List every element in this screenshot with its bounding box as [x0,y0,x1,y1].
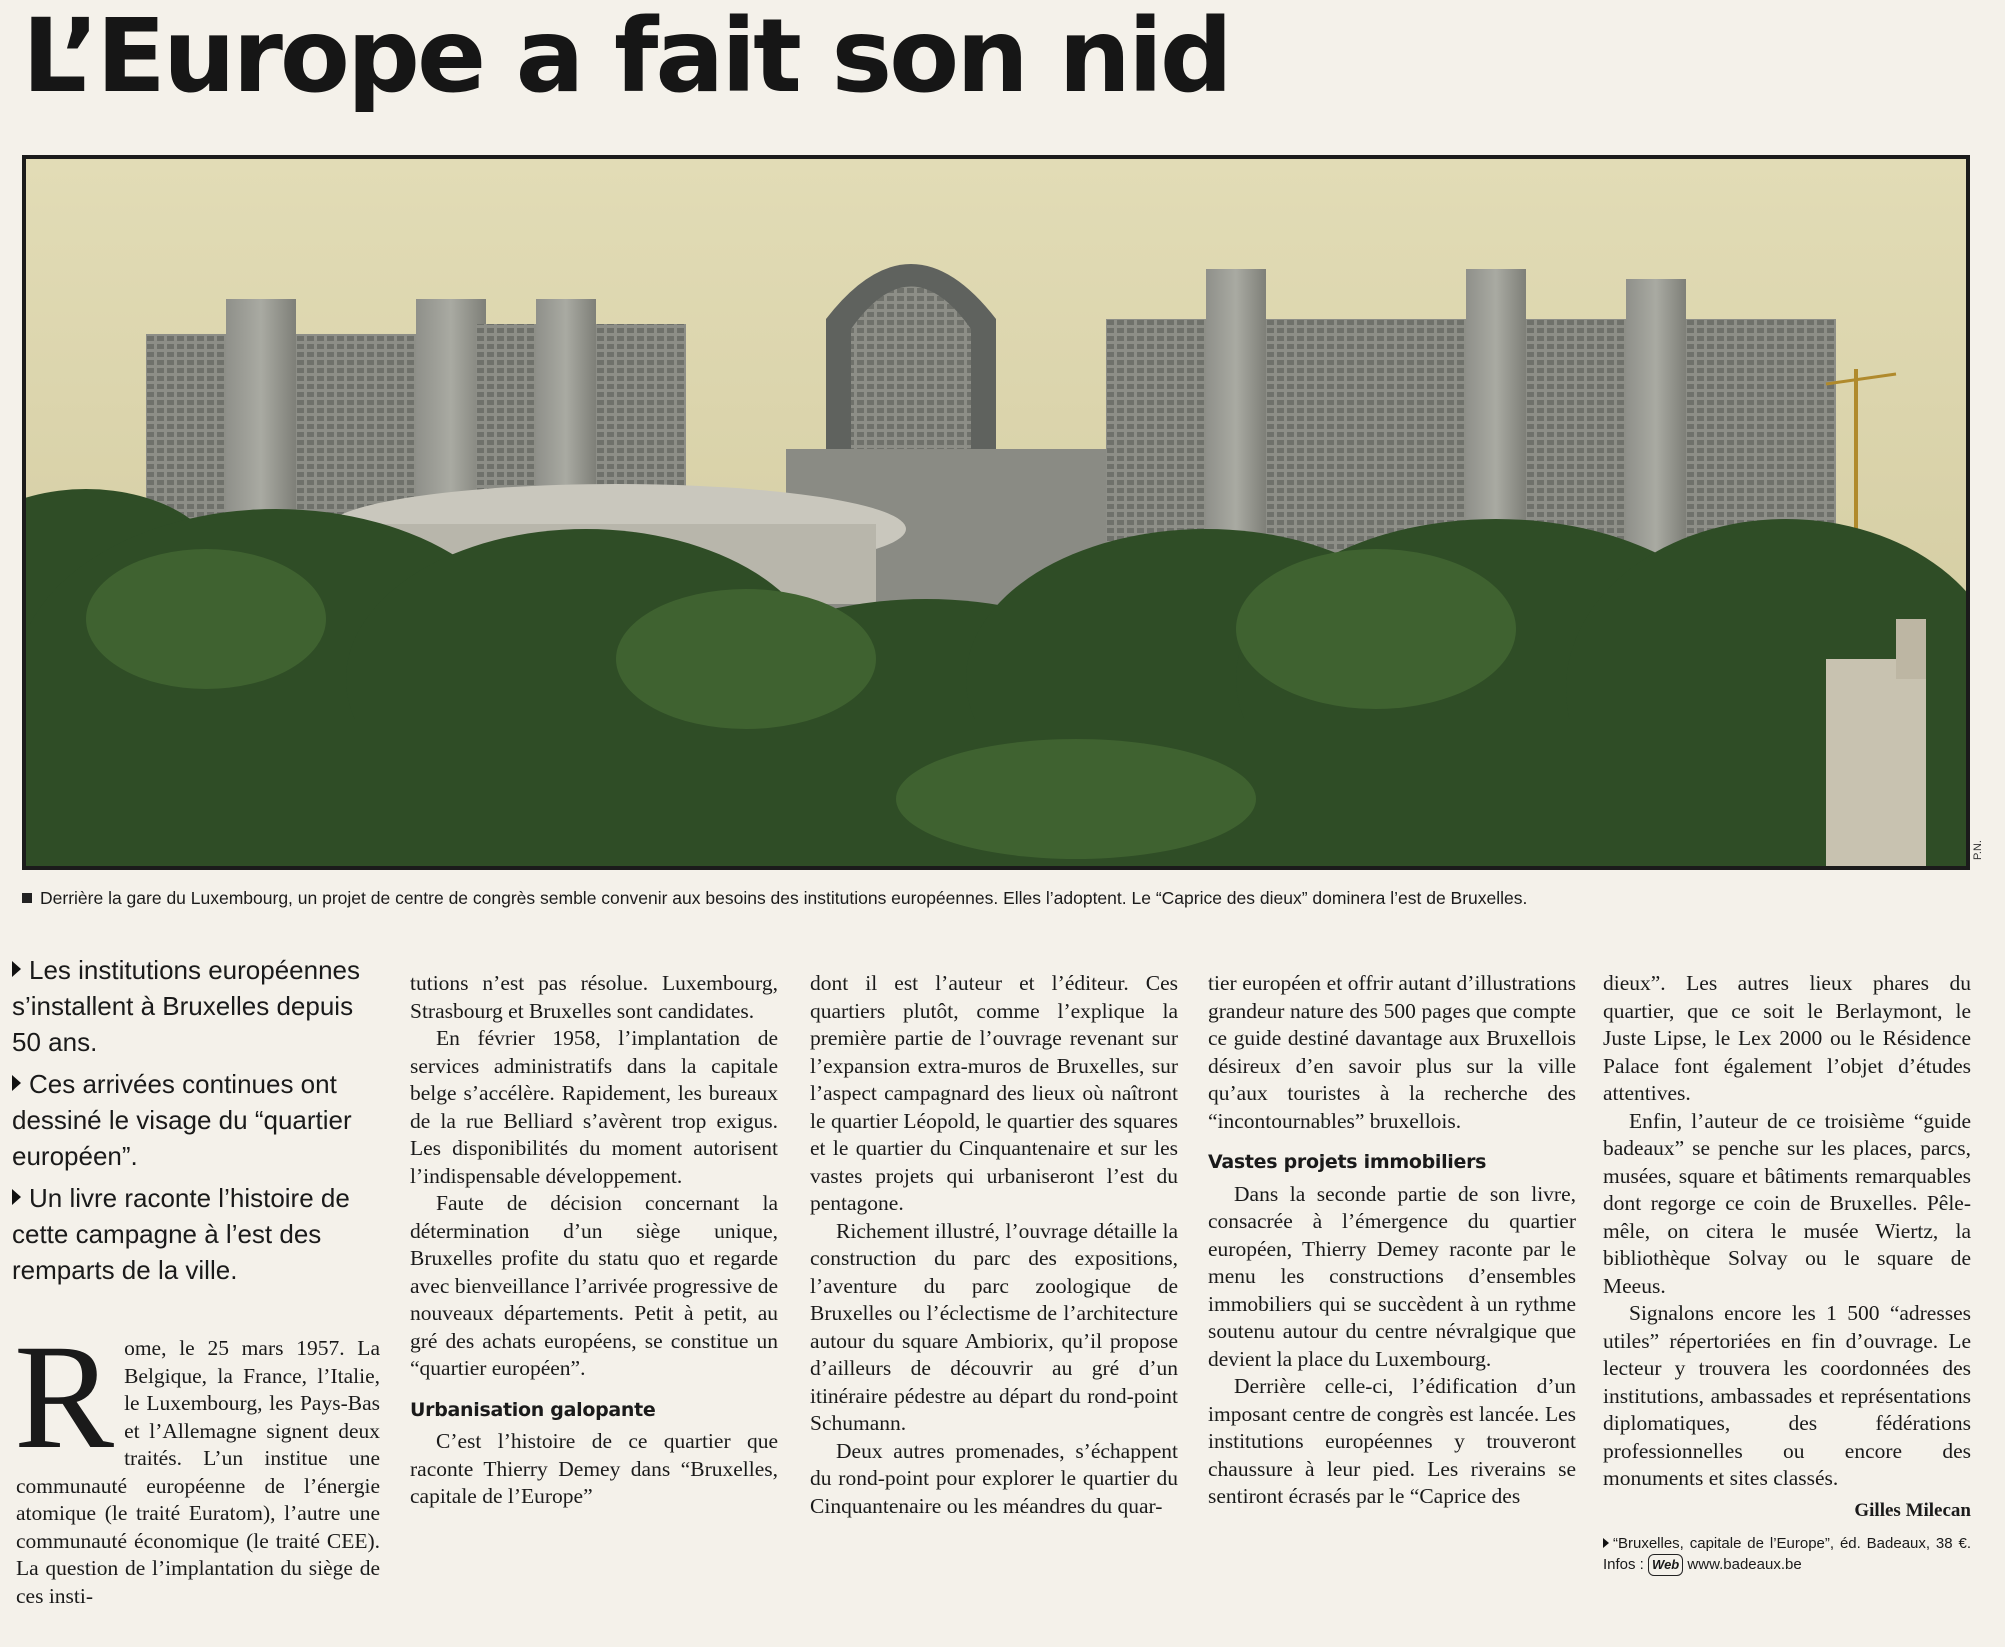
article-paragraph: Dans la seconde partie de son livre, consacrée à l’émergence du quartier européen, Thierry Demey raconte par le menu les constructions d’ensembles immobiliers qui se succèdent à un rythme soutenu autour du centre névralgique que devient la place du Luxembourg. [1208,1181,1576,1371]
article-column-4 [1208,970,1576,1511]
photo-caption [22,888,1982,909]
summary-item: Un livre raconte l’histoire de cette campagne à l’est des remparts de la ville. [12,1183,350,1285]
book-reference: “Bruxelles, capitale de l’Europe”, éd. Badeaux, 38 €. Infos : Web www.badeaux.be [1603,1534,1971,1576]
dropcap: R [14,1314,115,1480]
article-paragraph: Derrière celle-ci, l’édification d’un imposant centre de congrès est lancée. Les institutions européennes y trouveront chaussure à leur pied. Les riverains se sentiront écrasés par le “Caprice des [1208,1374,1576,1508]
summary-item: Ces arrivées continues ont dessiné le visage du “quartier européen”. [12,1069,352,1171]
headline: L’Europe a fait son nid [22,0,1230,116]
article-paragraph: dont il est l’auteur et l’éditeur. Ces quartiers plutôt, comme l’explique la première partie de l’ouvrage revenant sur l’expansion extra-muros de Bruxelles, sur l’aspect campagnard des lieux où naîtront le quartier Léopold, le quartier des squares et le quartier du Cinquantenaire et sur les vastes projets qui urbaniseront l’est du pentagone. [810,971,1178,1215]
church-facade [1826,659,1926,866]
photo-credit: P.N. [1972,840,1984,860]
article-paragraph: C’est l’histoire de ce quartier que raconte Thierry Demey dans “Bruxelles, capitale de l’Europe” [410,1429,778,1508]
book-url[interactable]: www.badeaux.be [1687,1556,1802,1573]
article-column-3 [810,970,1178,1520]
author-signature: Gilles Milecan [1854,1499,1971,1521]
article-paragraph: Signalons encore les 1 500 “adresses utiles” répertoriées en fin d’ouvrage. Le lecteur y trouvera les coordonnées des institutions, ambassades et représentations diplomatiques, des fédérations professionnelles ou encore des monuments et sites classés. [1603,1301,1971,1490]
caption-text: Derrière la gare du Luxembourg, un projet de centre de congrès semble convenir aux besoins des institutions européennes. Elles l’adoptent. Le “Caprice des dieux” dominera l’est de Bruxelles. [40,888,1528,908]
triangle-bullet-icon [12,1189,21,1205]
european-parliament-photo [26,159,1966,866]
article-paragraph: Rome, le 25 mars 1957. La Belgique, la France, l’Italie, le Luxembourg, les Pays-Bas et l’Allemagne signent deux traités. L’un institue une communauté européenne de l’énergie atomique (le traité Euratom), l’autre une communauté économique (le traité CEE). La question de l’implantation du siège de ces insti- [14,1314,380,1608]
article-column-5 [1603,970,1971,1576]
article-paragraph: En février 1958, l’implantation de services administratifs dans la capitale belge s’accélère. Rapidement, les bureaux de la rue Belliard s’avèrent trop exigus. Les disponibilités du moment autorisent l’indispensable développement. [410,1026,778,1188]
triangle-bullet-icon [12,961,21,977]
article-paragraph: dieux”. Les autres lieux phares du quartier, que ce soit le Berlaymont, le Juste Lipse, le Lex 2000 ou le Résidence Palace font également l’objet d’études attentives. [1603,971,1971,1105]
subheading: Urbanisation galopante [410,1398,656,1421]
adjacent-article-fragment [1515,0,2005,150]
article-paragraph: Faute de décision concernant la détermination d’un siège unique, Bruxelles profite du statu quo et regarde avec bienveillance l’arrivée progressive de nouveaux départements. Petit à petit, au gré des achats européens, se constitue un “quartier européen”. [410,1191,778,1380]
subheading: Vastes projets immobiliers [1208,1151,1487,1173]
article-photo [22,155,1970,870]
article-column-1 [14,1314,380,1610]
article-paragraph: Richement illustré, l’ouvrage détaille la construction du parc des expositions, l’aventure du parc zoologique de Bruxelles ou l’éclectisme de l’architecture autour du square Ambiorix, qu’il propose d’ailleurs de découvrir au gré d’un itinéraire pédestre au départ du rond-point Schumann. [810,1218,1178,1435]
caption-square-icon [22,893,32,903]
summary-item: Les institutions européennes s’installent à Bruxelles depuis 50 ans. [12,955,361,1057]
article-column-2 [410,970,778,1511]
triangle-bullet-icon [1603,1538,1609,1548]
article-paragraph: tutions n’est pas résolue. Luxembourg, Strasbourg et Bruxelles sont candidates. [410,971,778,1023]
web-badge-icon: Web [1648,1554,1683,1576]
article-paragraph: Enfin, l’auteur de ce troisième “guide badeaux” se penche sur les places, parcs, musées, square et bâtiments remarquables dont regorge ce coin de Bruxelles. Pêle-mêle, on citera le musée Wiertz, la bibliothèque Solvay ou le square de Meeus. [1603,1108,1971,1298]
article-paragraph: tier européen et offrir autant d’illustrations grandeur nature des 500 pages que compte ce guide destiné davantage aux Bruxellois désireux d’en savoir plus sur la ville qu’aux touristes à la recherche des “incontournables” bruxellois. [1208,971,1576,1133]
triangle-bullet-icon [12,1075,21,1091]
article-paragraph: Deux autres promenades, s’échappent du rond-point pour explorer le quartier du Cinquantenaire ou les méandres du quar- [810,1438,1178,1518]
summary-box [12,952,377,1294]
